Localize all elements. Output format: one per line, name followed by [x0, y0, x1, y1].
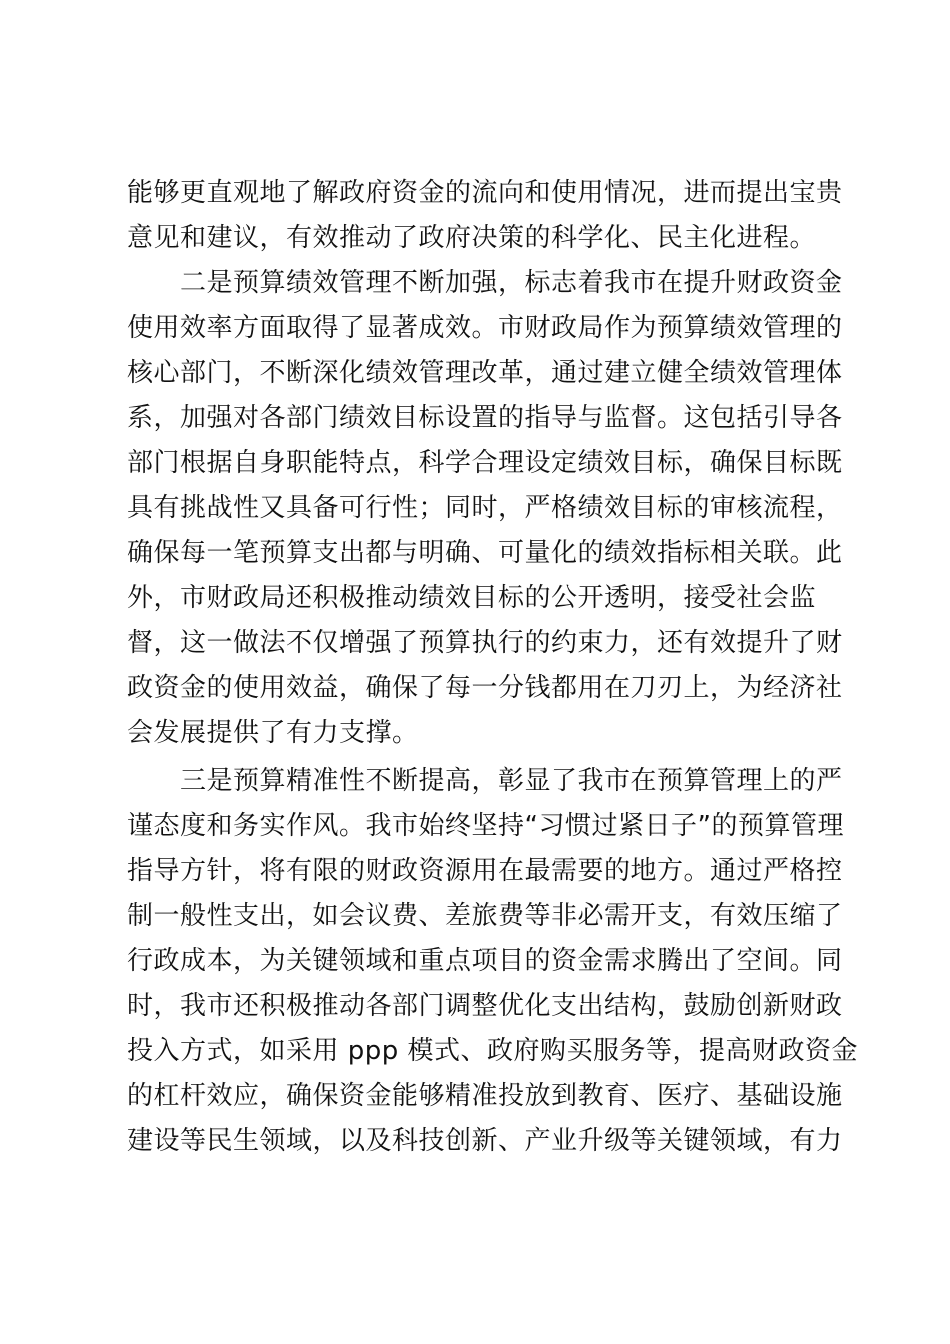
text-line: 行政成本，为关键领域和重点项目的资金需求腾出了空间。同 [127, 946, 843, 976]
document-body [127, 171, 859, 1164]
text-line: 能够更直观地了解政府资金的流向和使用情况，进而提出宝贵 [127, 178, 843, 208]
text-line: 外，市财政局还积极推动绩效目标的公开透明，接受社会监 [127, 583, 817, 613]
text-line: 二是预算绩效管理不断加强，标志着我市在提升财政资金 [180, 268, 843, 298]
paragraph-1 [127, 171, 843, 261]
text-line: 督，这一做法不仅增强了预算执行的约束力，还有效提升了财 [127, 628, 843, 658]
text-line: 建设等民生领域，以及科技创新、产业升级等关键领域，有力 [127, 1126, 843, 1156]
text-line: 制一般性支出，如会议费、差旅费等非必需开支，有效压缩了 [127, 901, 843, 931]
text-line: 系，加强对各部门绩效目标设置的指导与监督。这包括引导各 [127, 403, 843, 433]
paragraph-3 [127, 759, 859, 1164]
text-line: 会发展提供了有力支撑。 [127, 718, 419, 748]
text-line: 投入方式，如采用 ppp 模式、政府购买服务等，提高财政资金 [127, 1036, 859, 1066]
text-line: 具有挑战性又具备可行性；同时，严格绩效目标的审核流程， [127, 493, 843, 523]
text-line: 确保每一笔预算支出都与明确、可量化的绩效指标相关联。此 [127, 538, 843, 568]
text-line: 意见和建议，有效推动了政府决策的科学化、民主化进程。 [127, 223, 817, 253]
text-line: 核心部门，不断深化绩效管理改革，通过建立健全绩效管理体 [127, 358, 843, 388]
text-line: 使用效率方面取得了显著成效。市财政局作为预算绩效管理的 [127, 313, 843, 343]
text-line: 部门根据自身职能特点，科学合理设定绩效目标，确保目标既 [127, 448, 843, 478]
text-line: 三是预算精准性不断提高，彰显了我市在预算管理上的严 [180, 766, 843, 796]
text-line: 时，我市还积极推动各部门调整优化支出结构，鼓励创新财政 [127, 991, 843, 1021]
text-line: 指导方针，将有限的财政资源用在最需要的地方。通过严格控 [127, 856, 843, 886]
text-line: 政资金的使用效益，确保了每一分钱都用在刀刃上，为经济社 [127, 673, 843, 703]
paragraph-2 [127, 261, 843, 756]
text-line: 谨态度和务实作风。我市始终坚持“习惯过紧日子”的预算管理 [127, 811, 844, 841]
text-line: 的杠杆效应，确保资金能够精准投放到教育、医疗、基础设施 [127, 1081, 843, 1111]
